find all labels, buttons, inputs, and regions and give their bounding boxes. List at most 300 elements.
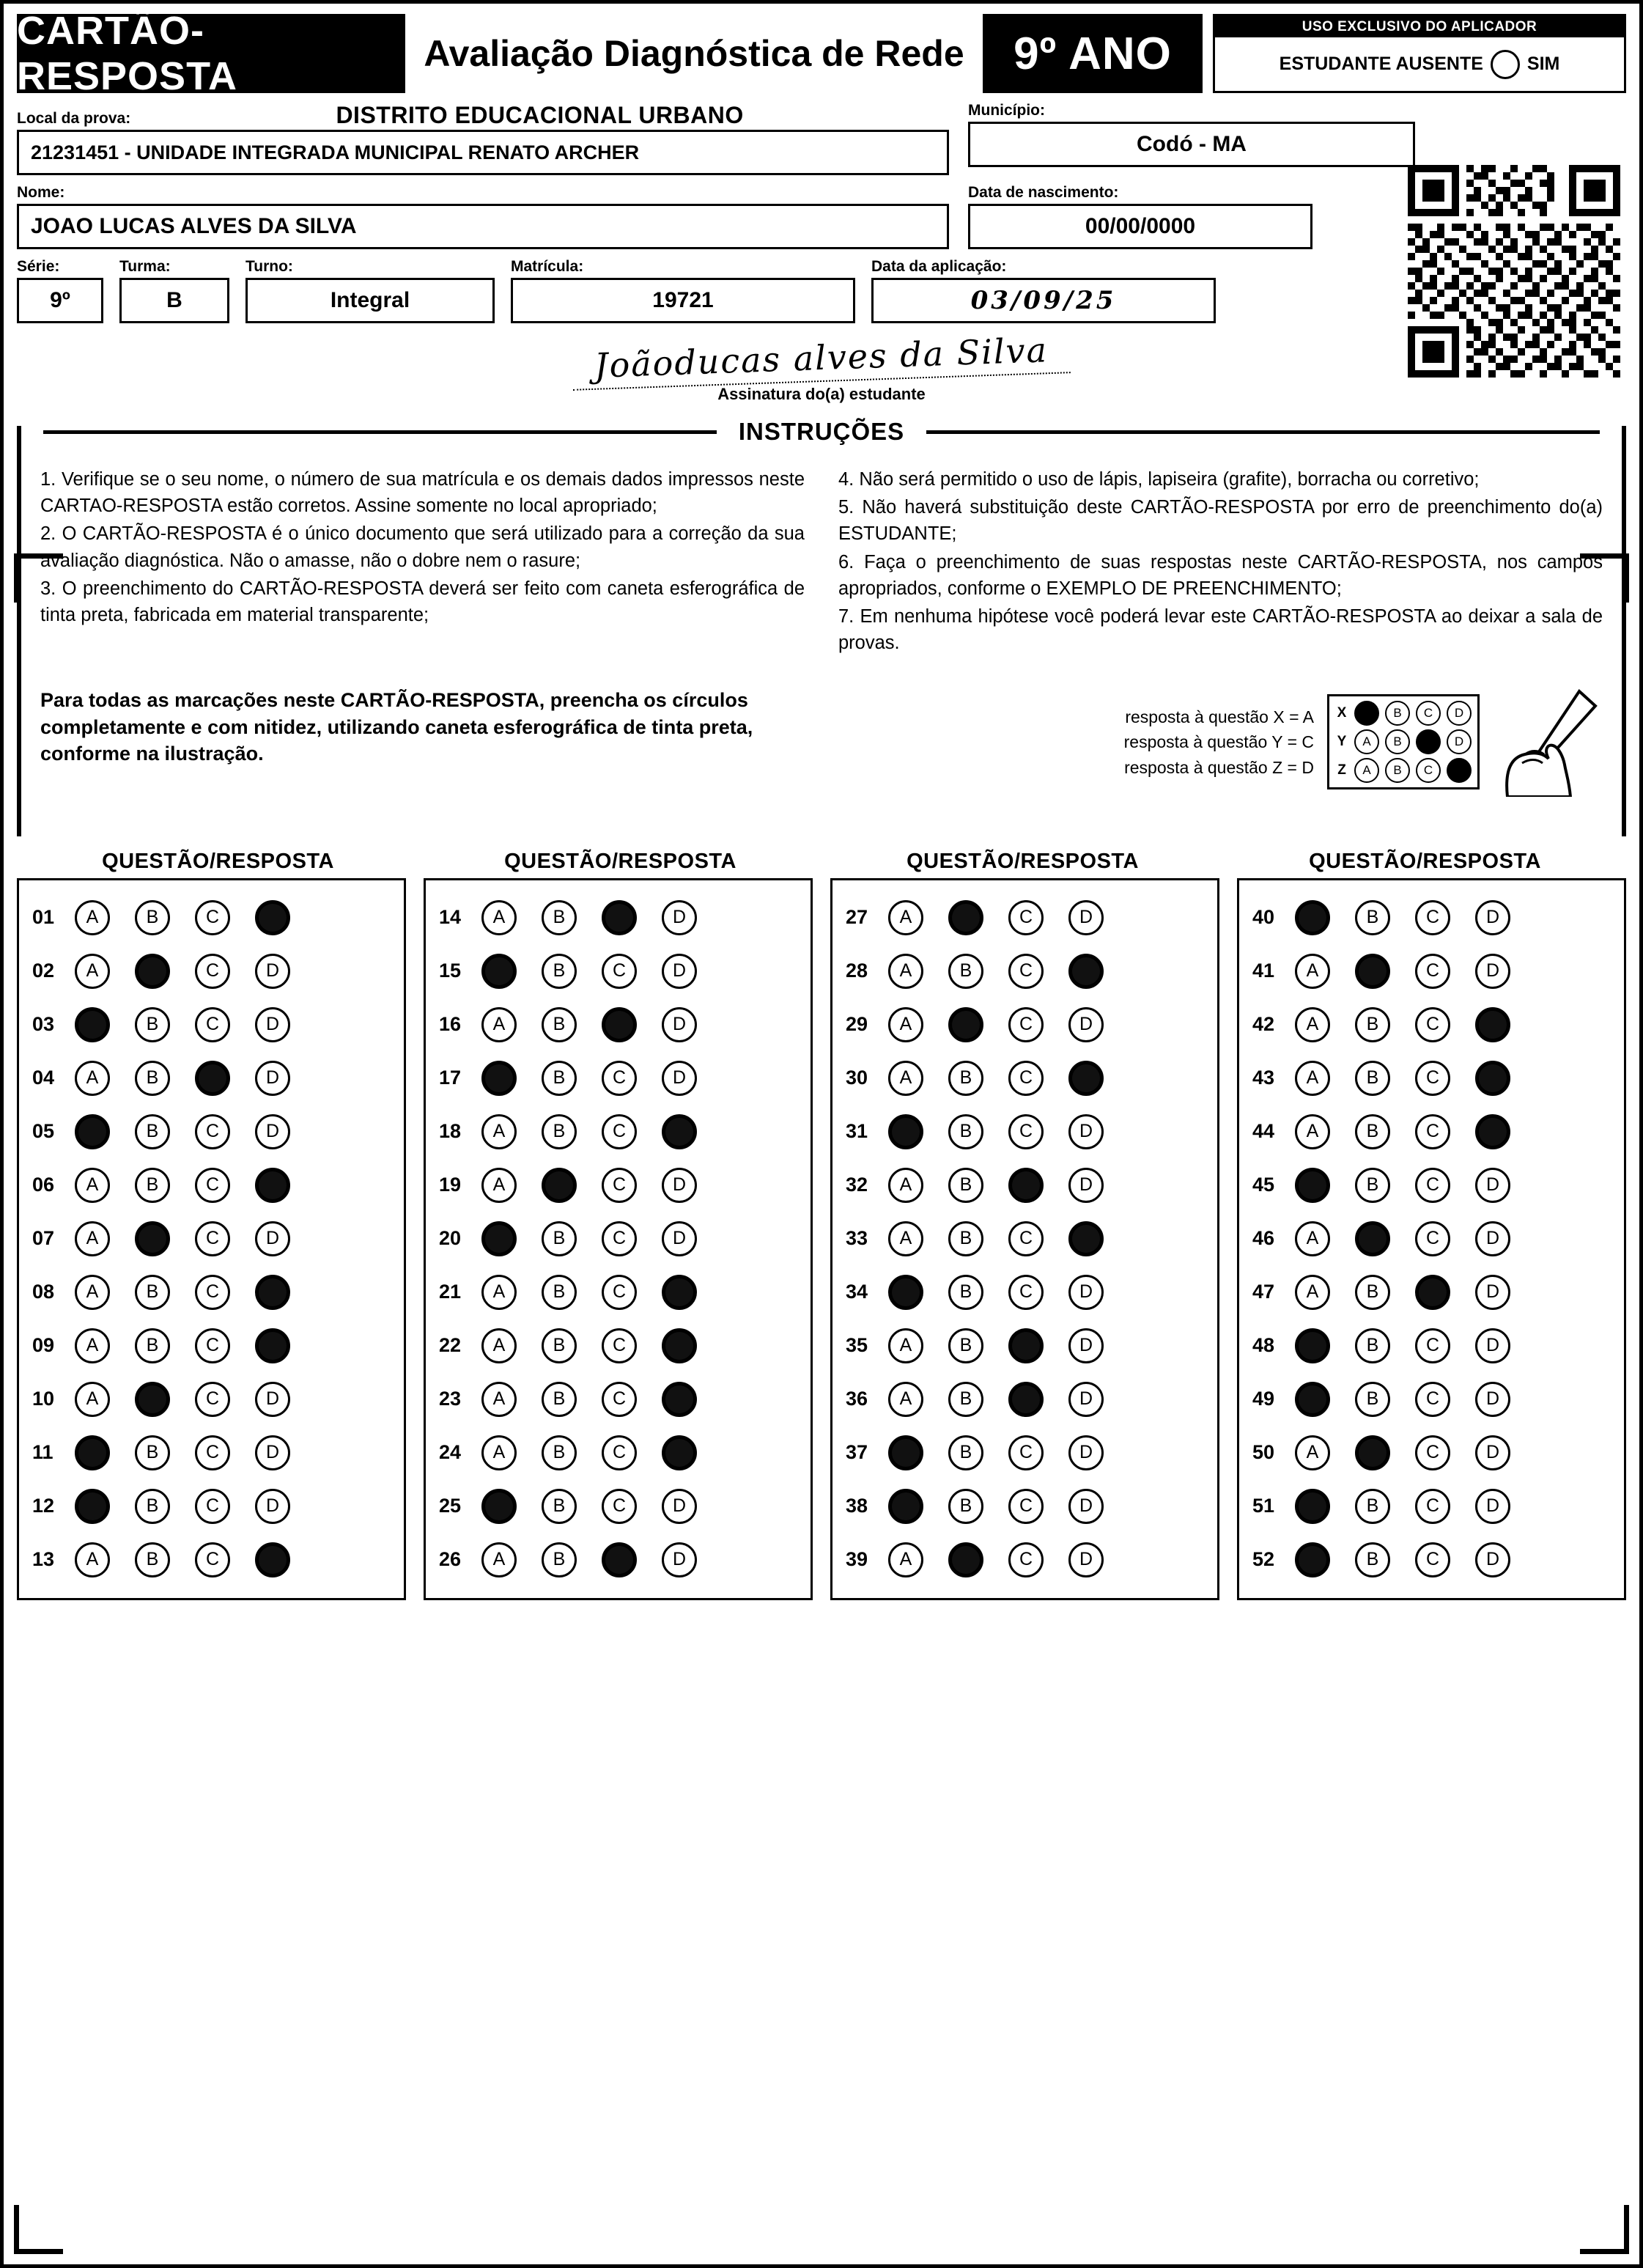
answer-bubble-d[interactable] (662, 1328, 697, 1363)
question-number: 29 (846, 1013, 868, 1035)
nascimento-field[interactable]: 00/00/0000 (968, 204, 1312, 249)
answer-bubble-d[interactable] (1475, 1007, 1510, 1042)
answer-bubble-c[interactable]: C (1008, 900, 1044, 935)
aplicacao-field[interactable]: 03/09/25 (871, 278, 1216, 323)
answer-bubble-d[interactable]: D (662, 954, 697, 989)
question-number: 03 (32, 1013, 55, 1035)
answer-bubble-b[interactable]: B (1355, 1007, 1390, 1042)
answer-bubble-a[interactable]: A (1295, 1007, 1330, 1042)
answer-bubble-a[interactable]: A (75, 1275, 110, 1310)
answer-bubble-c[interactable]: C (1415, 1007, 1450, 1042)
answer-bubble-d[interactable] (662, 1435, 697, 1470)
answer-bubble-d[interactable]: D (1068, 1489, 1104, 1524)
answer-bubble-d[interactable]: D (662, 1061, 697, 1096)
answer-bubble-b[interactable]: B (542, 1435, 577, 1470)
answer-bubble-a[interactable] (1295, 1382, 1330, 1417)
answer-bubble-d[interactable]: D (662, 1168, 697, 1203)
answer-bubble-d[interactable] (662, 1275, 697, 1310)
answer-bubble-a[interactable]: A (481, 1114, 517, 1149)
question-bubbles (75, 900, 290, 935)
answer-bubble-b[interactable]: B (948, 1168, 983, 1203)
answer-bubble-c[interactable]: C (602, 1328, 637, 1363)
answer-bubble-d[interactable]: D (662, 1542, 697, 1577)
answer-bubble-a[interactable]: A (888, 1542, 923, 1577)
question-number: 39 (846, 1548, 868, 1570)
answer-bubble-c[interactable]: C (1415, 954, 1450, 989)
answer-bubble-a[interactable]: A (75, 900, 110, 935)
answer-bubble-b[interactable]: B (948, 1435, 983, 1470)
question-row (433, 1479, 803, 1533)
answer-bubble-d[interactable] (255, 1275, 290, 1310)
question-bubbles (75, 1168, 290, 1203)
answer-bubble-b[interactable] (1355, 954, 1390, 989)
answer-bubble-b[interactable] (135, 1221, 170, 1256)
answer-bubble-a[interactable] (1295, 900, 1330, 935)
answer-bubble-c[interactable] (602, 1007, 637, 1042)
answer-bubble-b[interactable] (948, 1542, 983, 1577)
school-field[interactable]: 21231451 - UNIDADE INTEGRADA MUNICIPAL RENATO ARCHER (17, 130, 949, 175)
answer-bubble-c[interactable]: C (195, 1007, 230, 1042)
question-row (26, 891, 396, 944)
answer-bubble-d[interactable]: D (255, 1221, 290, 1256)
answer-bubble-a[interactable]: A (481, 1168, 517, 1203)
answer-bubble-c[interactable]: C (602, 954, 637, 989)
answer-bubble-b[interactable]: B (542, 1382, 577, 1417)
question-number: 20 (439, 1227, 462, 1249)
question-row (26, 998, 396, 1051)
answer-bubble-b[interactable]: B (542, 1328, 577, 1363)
answer-bubble-d[interactable]: D (255, 1007, 290, 1042)
fill-instruction-text: Para todas as marcações neste CARTÃO-RESPOSTA, preencha os círculos completamente e com nitidez, utilizando caneta esferográfica de tinta preta, conforme na ilustração. (40, 689, 753, 765)
answer-bubble-c[interactable]: C (1415, 1221, 1450, 1256)
answer-bubble-c[interactable]: C (195, 900, 230, 935)
answer-bubble-c[interactable]: C (1415, 1061, 1450, 1096)
answer-bubble-d[interactable] (1068, 1221, 1104, 1256)
answer-bubble-a[interactable] (75, 1114, 110, 1149)
answer-bubble-d[interactable]: D (1475, 1542, 1510, 1577)
answer-bubble-a[interactable]: A (888, 1221, 923, 1256)
answer-bubble-d[interactable]: D (1068, 1114, 1104, 1149)
answer-bubble-a[interactable] (75, 1489, 110, 1524)
answer-bubble-b[interactable]: B (1355, 1114, 1390, 1149)
answer-bubble-a[interactable]: A (888, 1061, 923, 1096)
example-legend-line: resposta à questão X = A (1125, 707, 1314, 726)
question-number: 13 (32, 1548, 55, 1570)
local-label: Local da prova: (17, 110, 131, 127)
answer-bubble-d[interactable] (255, 1542, 290, 1577)
fill-example (1124, 687, 1603, 797)
question-number: 26 (439, 1548, 462, 1570)
question-bubbles (481, 1061, 697, 1096)
question-row (433, 998, 803, 1051)
question-row (840, 998, 1210, 1051)
answer-bubble-c[interactable]: C (1415, 900, 1450, 935)
answer-bubble-b[interactable] (135, 954, 170, 989)
question-row (433, 1533, 803, 1586)
signature-handwriting: Joãoducas alves da Silva (572, 329, 1071, 391)
answer-bubble-d[interactable]: D (1068, 1435, 1104, 1470)
instruction-item: 3. O preenchimento do CARTÃO-RESPOSTA deverá ser feito com caneta esferográfica de tinta preta, fabricada em material transparente; (40, 578, 805, 626)
question-row (1247, 1265, 1617, 1319)
answer-bubble-b[interactable]: B (135, 1542, 170, 1577)
absent-bubble-icon[interactable] (1491, 50, 1520, 79)
answer-bubble-d[interactable]: D (255, 1114, 290, 1149)
question-number: 11 (32, 1441, 53, 1463)
answer-bubble-c[interactable]: C (1008, 1275, 1044, 1310)
question-bubbles (888, 900, 1104, 935)
answer-bubble-a[interactable] (888, 1114, 923, 1149)
answer-bubble-c[interactable] (602, 900, 637, 935)
answer-bubble-b[interactable]: B (135, 1435, 170, 1470)
answer-bubble-b[interactable]: B (1355, 1168, 1390, 1203)
answer-bubble-d[interactable]: D (255, 954, 290, 989)
answer-bubble-c[interactable]: C (1415, 1542, 1450, 1577)
question-row (433, 1212, 803, 1265)
registration-mark-bottom-left (14, 2205, 63, 2254)
answer-bubble-a[interactable]: A (75, 1382, 110, 1417)
answer-bubble-c[interactable]: C (195, 954, 230, 989)
answer-bubble-d[interactable]: D (1068, 1382, 1104, 1417)
answer-bubble-c[interactable]: C (602, 1435, 637, 1470)
example-bubble-c: C (1416, 729, 1441, 754)
answer-bubble-d[interactable]: D (1068, 1542, 1104, 1577)
answer-bubble-a[interactable]: A (481, 1275, 517, 1310)
answer-bubble-d[interactable]: D (1475, 1382, 1510, 1417)
answer-bubble-a[interactable]: A (1295, 1221, 1330, 1256)
answer-bubble-b[interactable] (542, 1168, 577, 1203)
answer-bubble-d[interactable] (1068, 1061, 1104, 1096)
answer-bubble-d[interactable]: D (1068, 1275, 1104, 1310)
answer-bubble-a[interactable]: A (481, 1435, 517, 1470)
answer-bubble-a[interactable] (481, 954, 517, 989)
question-row (840, 1105, 1210, 1158)
turma-label: Turma: (119, 258, 171, 275)
answer-bubble-c[interactable]: C (1415, 1382, 1450, 1417)
answer-bubble-a[interactable]: A (75, 1168, 110, 1203)
answer-bubble-a[interactable]: A (1295, 954, 1330, 989)
answer-bubble-b[interactable]: B (1355, 1542, 1390, 1577)
answer-bubble-b[interactable]: B (135, 1007, 170, 1042)
answer-bubble-c[interactable]: C (195, 1114, 230, 1149)
answer-bubble-d[interactable]: D (255, 1061, 290, 1096)
question-row (840, 1051, 1210, 1105)
answer-bubble-c[interactable]: C (1008, 1542, 1044, 1577)
answer-bubble-b[interactable]: B (542, 1275, 577, 1310)
answer-bubble-a[interactable] (888, 1275, 923, 1310)
serie-field[interactable]: 9º (17, 278, 103, 323)
answer-bubble-d[interactable] (1068, 954, 1104, 989)
example-bubble-c: C (1416, 701, 1441, 726)
question-number: 02 (32, 960, 55, 982)
answer-bubble-c[interactable]: C (602, 1275, 637, 1310)
question-row (26, 1105, 396, 1158)
answer-bubble-b[interactable]: B (542, 1114, 577, 1149)
answer-grid[interactable] (17, 878, 1626, 1600)
answer-bubble-a[interactable] (1295, 1542, 1330, 1577)
serie-label: Série: (17, 258, 60, 275)
answer-column (1237, 878, 1626, 1600)
question-number: 27 (846, 906, 868, 928)
answer-bubble-b[interactable] (1355, 1221, 1390, 1256)
question-row (840, 1533, 1210, 1586)
answer-bubble-c[interactable]: C (195, 1168, 230, 1203)
question-number: 05 (32, 1120, 55, 1142)
answer-bubble-d[interactable]: D (1068, 1328, 1104, 1363)
answer-bubble-d[interactable]: D (1068, 900, 1104, 935)
signature-area[interactable] (17, 330, 1626, 419)
answer-bubble-c[interactable]: C (195, 1221, 230, 1256)
instruction-item: 6. Faça o preenchimento de suas respostas neste CARTÃO-RESPOSTA, nos campos apropriados, conforme o EXEMPLO DE PREENCHIMENTO; (838, 551, 1603, 599)
answer-bubble-b[interactable]: B (135, 1328, 170, 1363)
answer-bubble-a[interactable]: A (75, 954, 110, 989)
answer-bubble-a[interactable]: A (75, 1542, 110, 1577)
answer-bubble-a[interactable]: A (481, 1328, 517, 1363)
answer-bubble-b[interactable]: B (135, 1489, 170, 1524)
answer-bubble-b[interactable]: B (948, 1221, 983, 1256)
answer-bubble-b[interactable]: B (135, 1061, 170, 1096)
answer-bubble-b[interactable]: B (948, 1275, 983, 1310)
answer-bubble-d[interactable]: D (1068, 1168, 1104, 1203)
answer-bubble-a[interactable] (75, 1435, 110, 1470)
answer-bubble-c[interactable]: C (1008, 1114, 1044, 1149)
answer-bubble-c[interactable] (602, 1542, 637, 1577)
question-number: 25 (439, 1495, 462, 1517)
answer-bubble-d[interactable] (662, 1114, 697, 1149)
question-bubbles (1295, 900, 1510, 935)
answer-bubble-b[interactable]: B (1355, 900, 1390, 935)
answer-bubble-c[interactable]: C (1415, 1489, 1450, 1524)
question-row (26, 1426, 396, 1479)
answer-bubble-b[interactable]: B (135, 1275, 170, 1310)
question-row (26, 1212, 396, 1265)
answer-bubble-b[interactable]: B (542, 954, 577, 989)
answer-bubble-c[interactable]: C (602, 1168, 637, 1203)
answer-bubble-a[interactable]: A (1295, 1275, 1330, 1310)
answer-bubble-a[interactable]: A (75, 1221, 110, 1256)
answer-bubble-a[interactable]: A (481, 1542, 517, 1577)
answer-bubble-a[interactable]: A (75, 1061, 110, 1096)
answer-bubble-c[interactable]: C (602, 1114, 637, 1149)
question-row (840, 1426, 1210, 1479)
answer-bubble-c[interactable]: C (1415, 1435, 1450, 1470)
instruction-item: 1. Verifique se o seu nome, o número de sua matrícula e os demais dados impressos neste CARTAO-RESPOSTA estão corretos. Assine somente no local apropriado; (40, 469, 805, 517)
answer-bubble-d[interactable]: D (662, 1489, 697, 1524)
answer-column-headers (17, 850, 1626, 874)
answer-bubble-d[interactable]: D (1475, 1275, 1510, 1310)
answer-bubble-a[interactable] (1295, 1328, 1330, 1363)
answer-bubble-b[interactable]: B (135, 900, 170, 935)
answer-bubble-d[interactable]: D (1475, 1435, 1510, 1470)
question-number: 21 (439, 1281, 462, 1303)
answer-bubble-b[interactable]: B (542, 1007, 577, 1042)
question-row (1247, 998, 1617, 1051)
answer-bubble-b[interactable]: B (542, 1542, 577, 1577)
answer-bubble-c[interactable]: C (1415, 1168, 1450, 1203)
question-bubbles (481, 900, 697, 935)
school-row (17, 102, 1626, 175)
answer-bubble-b[interactable]: B (1355, 1275, 1390, 1310)
answer-bubble-b[interactable]: B (948, 1382, 983, 1417)
answer-bubble-c[interactable] (1008, 1168, 1044, 1203)
answer-bubble-a[interactable] (888, 1489, 923, 1524)
answer-bubble-c[interactable]: C (1008, 1221, 1044, 1256)
answer-bubble-c[interactable]: C (1008, 1061, 1044, 1096)
answer-bubble-d[interactable]: D (662, 1221, 697, 1256)
answer-bubble-a[interactable]: A (1295, 1061, 1330, 1096)
answer-bubble-d[interactable] (1475, 1114, 1510, 1149)
answer-bubble-c[interactable]: C (602, 1382, 637, 1417)
question-bubbles (888, 1007, 1104, 1042)
answer-bubble-c[interactable] (195, 1061, 230, 1096)
answer-bubble-c[interactable]: C (195, 1435, 230, 1470)
answer-bubble-a[interactable] (481, 1221, 517, 1256)
answer-bubble-c[interactable] (1008, 1328, 1044, 1363)
question-number: 31 (846, 1120, 868, 1142)
signature-label: Assinatura do(a) estudante (717, 385, 926, 403)
answer-bubble-d[interactable]: D (662, 1007, 697, 1042)
question-row (1247, 944, 1617, 998)
question-number: 43 (1252, 1067, 1275, 1089)
answer-bubble-c[interactable]: C (1415, 1114, 1450, 1149)
question-row (840, 1265, 1210, 1319)
answer-bubble-b[interactable] (948, 900, 983, 935)
answer-bubble-b[interactable]: B (542, 1221, 577, 1256)
question-bubbles (888, 1489, 1104, 1524)
answer-bubble-c[interactable]: C (195, 1542, 230, 1577)
answer-bubble-a[interactable]: A (481, 900, 517, 935)
answer-bubble-a[interactable] (888, 1435, 923, 1470)
question-row (1247, 1105, 1617, 1158)
answer-bubble-b[interactable] (1355, 1435, 1390, 1470)
answer-bubble-a[interactable]: A (1295, 1114, 1330, 1149)
answer-bubble-a[interactable] (481, 1061, 517, 1096)
answer-bubble-c[interactable]: C (195, 1382, 230, 1417)
answer-bubble-c[interactable]: C (195, 1489, 230, 1524)
answer-bubble-a[interactable]: A (888, 1382, 923, 1417)
answer-bubble-a[interactable] (75, 1007, 110, 1042)
answer-bubble-c[interactable]: C (602, 1221, 637, 1256)
answer-bubble-b[interactable] (135, 1382, 170, 1417)
answer-bubble-d[interactable]: D (255, 1435, 290, 1470)
question-bubbles (1295, 1007, 1510, 1042)
answer-bubble-a[interactable] (1295, 1168, 1330, 1203)
answer-bubble-d[interactable] (662, 1382, 697, 1417)
answer-bubble-d[interactable] (255, 1168, 290, 1203)
answer-bubble-d[interactable] (255, 900, 290, 935)
answer-bubble-c[interactable]: C (195, 1328, 230, 1363)
answer-bubble-c[interactable] (1008, 1382, 1044, 1417)
answer-bubble-b[interactable]: B (948, 1489, 983, 1524)
question-number: 06 (32, 1174, 55, 1196)
question-row (840, 1158, 1210, 1212)
answer-bubble-d[interactable]: D (1068, 1007, 1104, 1042)
answer-bubble-b[interactable]: B (135, 1114, 170, 1149)
municipio-label: Município: (968, 102, 1045, 119)
answer-bubble-c[interactable]: C (602, 1489, 637, 1524)
answer-bubble-b[interactable]: B (542, 1061, 577, 1096)
answer-bubble-d[interactable] (1475, 1061, 1510, 1096)
question-bubbles (1295, 1382, 1510, 1417)
answer-column-header: QUESTÃO/RESPOSTA (1309, 850, 1541, 873)
answer-bubble-c[interactable]: C (195, 1275, 230, 1310)
answer-bubble-b[interactable]: B (948, 1114, 983, 1149)
answer-bubble-a[interactable] (1295, 1489, 1330, 1524)
question-number: 48 (1252, 1334, 1275, 1356)
answer-bubble-a[interactable] (481, 1489, 517, 1524)
answer-bubble-b[interactable] (948, 1007, 983, 1042)
question-number: 15 (439, 960, 462, 982)
answer-bubble-b[interactable]: B (948, 954, 983, 989)
question-bubbles (888, 1275, 1104, 1310)
answer-bubble-d[interactable]: D (1475, 900, 1510, 935)
answer-bubble-c[interactable]: C (1008, 954, 1044, 989)
question-bubbles (1295, 1435, 1510, 1470)
question-row (433, 1265, 803, 1319)
question-bubbles (481, 1221, 697, 1256)
nome-field[interactable]: JOAO LUCAS ALVES DA SILVA (17, 204, 949, 249)
answer-bubble-a[interactable]: A (1295, 1435, 1330, 1470)
answer-bubble-b[interactable]: B (542, 1489, 577, 1524)
answer-bubble-d[interactable]: D (1475, 1221, 1510, 1256)
answer-bubble-c[interactable] (1415, 1275, 1450, 1310)
answer-bubble-c[interactable]: C (1415, 1328, 1450, 1363)
answer-bubble-a[interactable]: A (481, 1007, 517, 1042)
answer-bubble-d[interactable]: D (1475, 954, 1510, 989)
turma-field[interactable]: B (119, 278, 229, 323)
answer-bubble-c[interactable]: C (602, 1061, 637, 1096)
answer-bubble-c[interactable]: C (1008, 1007, 1044, 1042)
turno-field[interactable]: Integral (245, 278, 495, 323)
answer-bubble-a[interactable]: A (888, 954, 923, 989)
answer-bubble-b[interactable]: B (1355, 1382, 1390, 1417)
answer-bubble-d[interactable]: D (1475, 1489, 1510, 1524)
answer-bubble-d[interactable]: D (255, 1489, 290, 1524)
answer-bubble-d[interactable]: D (1475, 1328, 1510, 1363)
answer-bubble-b[interactable]: B (542, 900, 577, 935)
question-bubbles (75, 1489, 290, 1524)
question-row (26, 1051, 396, 1105)
answer-bubble-b[interactable]: B (135, 1168, 170, 1203)
question-number: 40 (1252, 906, 1275, 928)
answer-bubble-d[interactable]: D (662, 900, 697, 935)
question-row (840, 891, 1210, 944)
answer-bubble-c[interactable]: C (1008, 1435, 1044, 1470)
answer-bubble-a[interactable]: A (888, 1007, 923, 1042)
answer-bubble-d[interactable]: D (1475, 1168, 1510, 1203)
question-number: 32 (846, 1174, 868, 1196)
answer-bubble-b[interactable]: B (1355, 1489, 1390, 1524)
example-bubble-c: C (1416, 758, 1441, 783)
municipio-field[interactable]: Codó - MA (968, 122, 1415, 167)
answer-bubble-d[interactable] (255, 1328, 290, 1363)
answer-bubble-b[interactable]: B (948, 1061, 983, 1096)
answer-bubble-a[interactable]: A (888, 1168, 923, 1203)
answer-bubble-b[interactable]: B (1355, 1061, 1390, 1096)
answer-bubble-b[interactable]: B (948, 1328, 983, 1363)
answer-bubble-a[interactable]: A (888, 1328, 923, 1363)
answer-bubble-a[interactable]: A (481, 1382, 517, 1417)
matricula-field[interactable]: 19721 (511, 278, 855, 323)
answer-bubble-a[interactable]: A (75, 1328, 110, 1363)
answer-bubble-a[interactable]: A (888, 900, 923, 935)
absent-row[interactable] (1215, 37, 1624, 91)
answer-bubble-b[interactable]: B (1355, 1328, 1390, 1363)
answer-bubble-d[interactable]: D (255, 1382, 290, 1417)
answer-bubble-c[interactable]: C (1008, 1489, 1044, 1524)
instructions-column-right (838, 466, 1603, 658)
question-bubbles (481, 1007, 697, 1042)
question-row (1247, 1533, 1617, 1586)
